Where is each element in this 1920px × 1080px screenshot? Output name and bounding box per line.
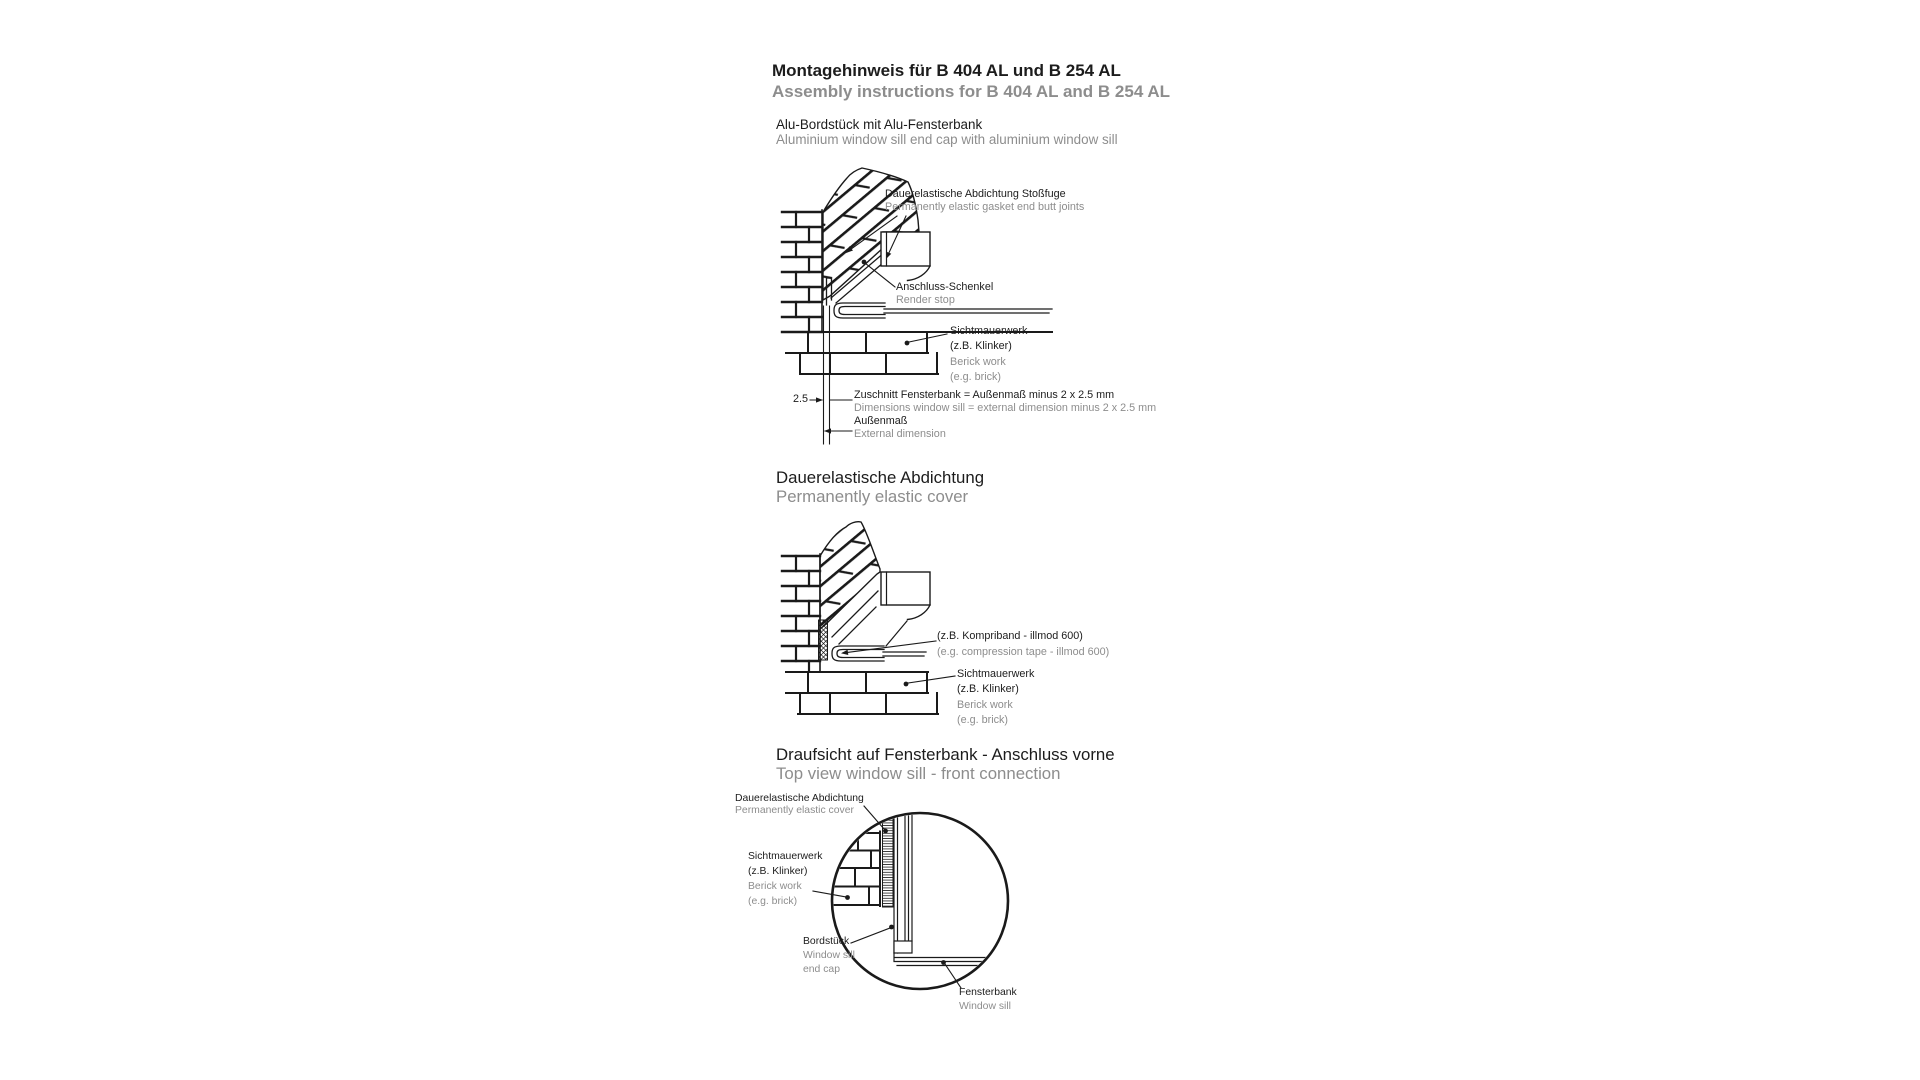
page-title-en: Assembly instructions for B 404 AL and B 254 AL — [772, 82, 1171, 101]
label-cover-en: Permanently elastic cover — [735, 805, 854, 817]
label-brickwork-3 — [748, 849, 823, 909]
section1-heading-en: Aluminium window sill end cap with aluminium window sill — [776, 132, 1118, 148]
endcap-box-2 — [881, 572, 930, 646]
label-tape-en: (e.g. compression tape - illmod 600) — [937, 646, 1110, 658]
label-brickwork-1-de2: (z.B. Klinker) — [950, 340, 1012, 353]
label-brickwork-2 — [957, 667, 1034, 729]
label-brickwork-2-de1: Sichtmauerwerk — [957, 668, 1035, 680]
label-brickwork-3-de2: (z.B. Klinker) — [748, 866, 808, 877]
page-title — [772, 60, 1170, 102]
label-renderstop — [896, 281, 993, 307]
label-tape — [937, 628, 1109, 660]
label-brickwork-1-de1: Sichtmauerwerk — [950, 325, 1028, 337]
page-title-de: Montagehinweis für B 404 AL und B 254 AL — [772, 61, 1121, 80]
label-brickwork-3-en1: Berick work — [748, 881, 802, 892]
section2-heading-en: Permanently elastic cover — [776, 487, 969, 507]
compression-tape — [819, 620, 828, 660]
dimension-value: 2.5 — [792, 393, 808, 405]
leader-markers-2 — [841, 650, 908, 687]
brick-wall-end-face — [782, 210, 822, 332]
label-endcap — [803, 935, 855, 977]
label-renderstop-en: Render stop — [896, 293, 955, 306]
label-renderstop-de: Anschluss-Schenkel — [896, 281, 994, 293]
sill-front-edge-2 — [883, 652, 926, 656]
label-sill-de: Fensterbank — [959, 987, 1017, 998]
label-cut-en: Dimensions window sill = external dimension minus 2 x 2.5 mm — [854, 402, 1157, 414]
section2-heading-de: Dauerelastische Abdichtung — [776, 468, 985, 487]
section3-heading — [776, 745, 1115, 784]
label-ext-de: Außenmaß — [854, 415, 908, 427]
label-tape-de: (z.B. Kompriband - illmod 600) — [937, 630, 1083, 642]
section3-heading-en: Top view window sill - front connection — [776, 764, 1061, 784]
label-brickwork-1-en1: Berick work — [950, 355, 1006, 368]
label-gasket — [885, 188, 1084, 214]
endcap-corner — [894, 941, 912, 953]
sill-front-edge — [884, 309, 1052, 313]
label-endcap-en2: end cap — [803, 963, 840, 975]
label-ext-en: External dimension — [854, 428, 946, 440]
label-gasket-en: Permanently elastic gasket end butt joints — [885, 200, 1085, 213]
section1-heading-de: Alu-Bordstück mit Alu-Fensterbank — [776, 117, 983, 132]
label-cover-de: Dauerelastische Abdichtung — [735, 793, 864, 804]
label-brickwork-1-en2: (e.g. brick) — [950, 371, 1001, 384]
detail-circle — [832, 813, 1008, 989]
label-brickwork-1 — [950, 324, 1027, 386]
section2-heading — [776, 468, 984, 507]
lower-brick-courses-2 — [786, 672, 938, 714]
label-cut-de: Zuschnitt Fensterbank = Außenmaß minus 2 x 2.5 mm — [854, 389, 1115, 401]
section1-heading — [776, 117, 1118, 148]
label-endcap-en1: Window sill — [803, 949, 855, 961]
label-brickwork-2-en1: Berick work — [957, 698, 1013, 711]
label-cover — [735, 793, 864, 817]
brick-wall-end-face-2 — [782, 554, 820, 671]
label-sill — [959, 986, 1017, 1014]
section3-heading-de: Draufsicht auf Fensterbank - Anschluss vorne — [776, 745, 1115, 764]
label-brickwork-3-de1: Sichtmauerwerk — [748, 851, 823, 862]
label-cut-dimension — [854, 389, 1156, 441]
label-brickwork-2-de2: (z.B. Klinker) — [957, 683, 1019, 696]
elastic-cover-strip — [883, 812, 894, 907]
label-gasket-de: Dauerelastische Abdichtung Stoßfuge — [885, 188, 1066, 200]
label-endcap-de: Bordstück — [803, 936, 850, 947]
label-brickwork-2-en2: (e.g. brick) — [957, 714, 1008, 727]
label-sill-en: Window sill — [959, 1000, 1011, 1012]
label-brickwork-3-en2: (e.g. brick) — [748, 896, 798, 907]
sill-front-bracket — [834, 303, 885, 318]
